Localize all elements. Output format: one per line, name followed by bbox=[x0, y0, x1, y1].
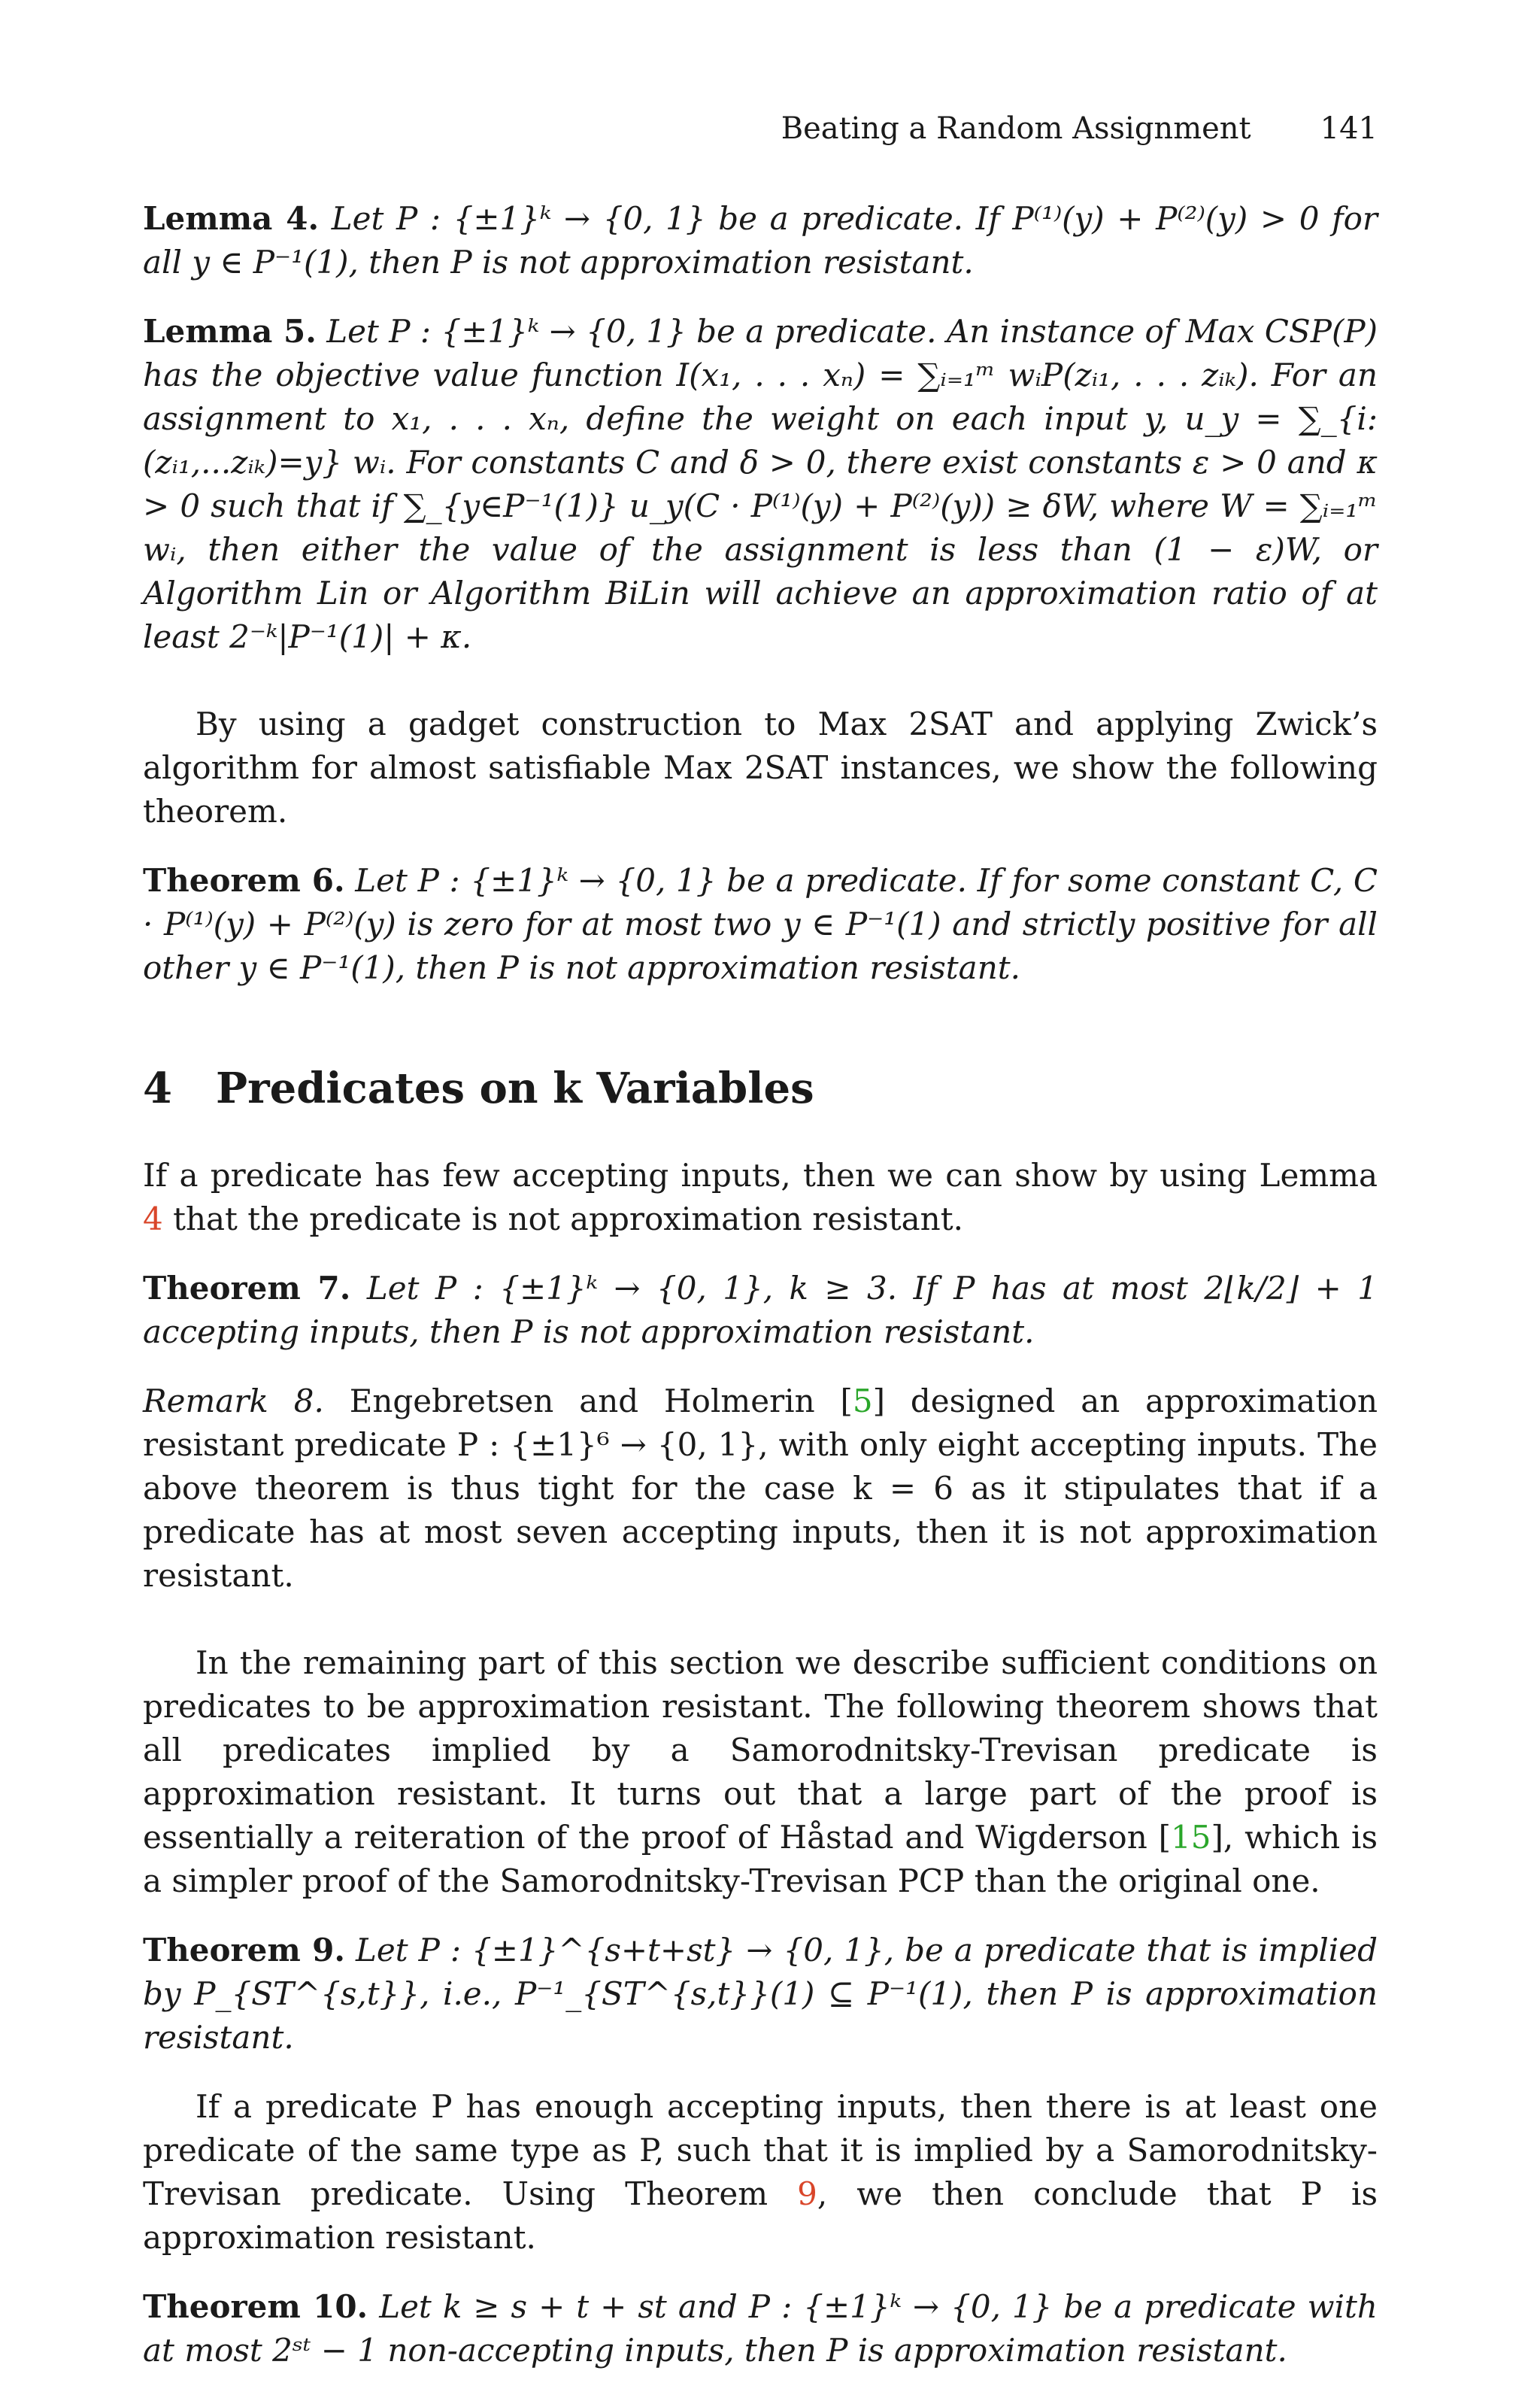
lemma-4-text: Let P : {±1}ᵏ → {0, 1} be a predicate. If P⁽¹⁾(y) + P⁽²⁾(y) > 0 for all y ∈ P⁻¹(1), then P is not approximation resistant. bbox=[143, 200, 1378, 281]
lemma-5-text: Let P : {±1}ᵏ → {0, 1} be a predicate. An instance of Max CSP(P) has the objective value function I(x₁, . . . xₙ) = ∑ᵢ₌₁ᵐ wᵢP(zᵢ₁, . . . zᵢₖ). For an assignment to x₁, . . . xₙ, define the weight on each input y, u_y = ∑_{i:(zᵢ₁,...zᵢₖ)=y} wᵢ. For constants C and δ > 0, there exist constants ε > 0 and κ > 0 such that if ∑_{y∈P⁻¹(1)} u_y(C · P⁽¹⁾(y) + P⁽²⁾(y)) ≥ δW, where W = ∑ᵢ₌₁ᵐ wᵢ, then either the value of the assignment is less than (1 − ε)W, or Algorithm Lin or Algorithm BiLin will achieve an approximation ratio of at least 2⁻ᵏ|P⁻¹(1)| + κ. bbox=[143, 313, 1378, 655]
lemma-4-link[interactable]: 4 bbox=[143, 1201, 163, 1237]
page-body bbox=[143, 197, 1378, 2398]
page-number: 141 bbox=[1320, 111, 1378, 146]
theorem-9 bbox=[143, 1929, 1378, 2060]
theorem-9-text: Let P : {±1}^{s+t+st} → {0, 1}, be a predicate that is implied by P_{ST^{s,t}}, i.e., P⁻¹_{ST^{s,t}}(1) ⊆ P⁻¹(1), then P is approximation resistant. bbox=[143, 1932, 1378, 2056]
paragraph-enough-accepting bbox=[143, 2085, 1378, 2260]
paragraph-few-accepting-after: that the predicate is not approximation resistant. bbox=[162, 1201, 963, 1237]
theorem-7-text: Let P : {±1}ᵏ → {0, 1}, k ≥ 3. If P has at most 2⌊k/2⌋ + 1 accepting inputs, then P is not approximation resistant. bbox=[143, 1270, 1378, 1350]
lemma-4-label: Lemma 4. bbox=[143, 200, 320, 237]
lemma-4 bbox=[143, 197, 1378, 284]
paragraph-sufficient-conditions bbox=[143, 1641, 1378, 1903]
paragraph-sufficient-after: ], which is a simpler proof of the Samorodnitsky-Trevisan PCP than the original one. bbox=[143, 1819, 1378, 1899]
paragraph-enough-after: , we then conclude that P is approximation resistant. bbox=[143, 2175, 1378, 2256]
theorem-10-text: Let k ≥ s + t + st and P : {±1}ᵏ → {0, 1} be a predicate with at most 2ˢᵗ − 1 non-accepting inputs, then P is approximation resistant. bbox=[143, 2288, 1378, 2369]
paragraph-few-accepting bbox=[143, 1154, 1378, 1241]
section-title: Predicates on k Variables bbox=[215, 1064, 814, 1113]
theorem-9-label: Theorem 9. bbox=[143, 1932, 345, 1968]
theorem-7 bbox=[143, 1267, 1378, 1354]
remark-8-label: Remark 8. bbox=[143, 1383, 324, 1419]
paragraph-sufficient-before: In the remaining part of this section we describe sufficient conditions on predicates to be approximation resistant. The following theorem shows that all predicates implied by a Samorodnitsky-Trevisan predicate is approximation resistant. It turns out that a large part of the proof is essentially a reiteration of the proof of Håstad and Wigderson [ bbox=[143, 1644, 1378, 1856]
remark-8-after: ] designed an approximation resistant predicate P : {±1}⁶ → {0, 1}, with only eight accepting inputs. The above theorem is thus tight for the case k = 6 as it stipulates that if a predicate has at most seven accepting inputs, then it is not approximation resistant. bbox=[143, 1383, 1378, 1594]
running-header bbox=[781, 111, 1378, 146]
citation-5-link[interactable]: 5 bbox=[852, 1383, 873, 1419]
theorem-10 bbox=[143, 2285, 1378, 2372]
theorem-10-label: Theorem 10. bbox=[143, 2288, 368, 2325]
section-number: 4 bbox=[143, 1064, 172, 1113]
section-heading bbox=[143, 1062, 1378, 1115]
theorem-7-label: Theorem 7. bbox=[143, 1270, 351, 1307]
remark-8-before: Engebretsen and Holmerin [ bbox=[323, 1383, 853, 1419]
remark-8 bbox=[143, 1380, 1378, 1598]
paragraph-enough-before: If a predicate P has enough accepting inputs, then there is at least one predicate of the same type as P, such that it is implied by a Samorodnitsky-Trevisan predicate. Using Theorem bbox=[143, 2088, 1378, 2212]
lemma-5-label: Lemma 5. bbox=[143, 313, 317, 350]
theorem-6-label: Theorem 6. bbox=[143, 862, 345, 899]
theorem-6-text: Let P : {±1}ᵏ → {0, 1} be a predicate. If for some constant C, C · P⁽¹⁾(y) + P⁽²⁾(y) is zero for at most two y ∈ P⁻¹(1) and strictly positive for all other y ∈ P⁻¹(1), then P is not approximation resistant. bbox=[143, 862, 1378, 986]
paragraph-few-accepting-before: If a predicate has few accepting inputs, then we can show by using Lemma bbox=[143, 1157, 1378, 1194]
citation-15-link[interactable]: 15 bbox=[1171, 1819, 1211, 1856]
lemma-5 bbox=[143, 310, 1378, 659]
paragraph-gadget: By using a gadget construction to Max 2SAT and applying Zwick’s algorithm for almost satisfiable Max 2SAT instances, we show the following theorem. bbox=[143, 706, 1378, 830]
theorem-9-link[interactable]: 9 bbox=[797, 2175, 817, 2212]
theorem-6 bbox=[143, 859, 1378, 990]
running-title: Beating a Random Assignment bbox=[781, 111, 1251, 146]
